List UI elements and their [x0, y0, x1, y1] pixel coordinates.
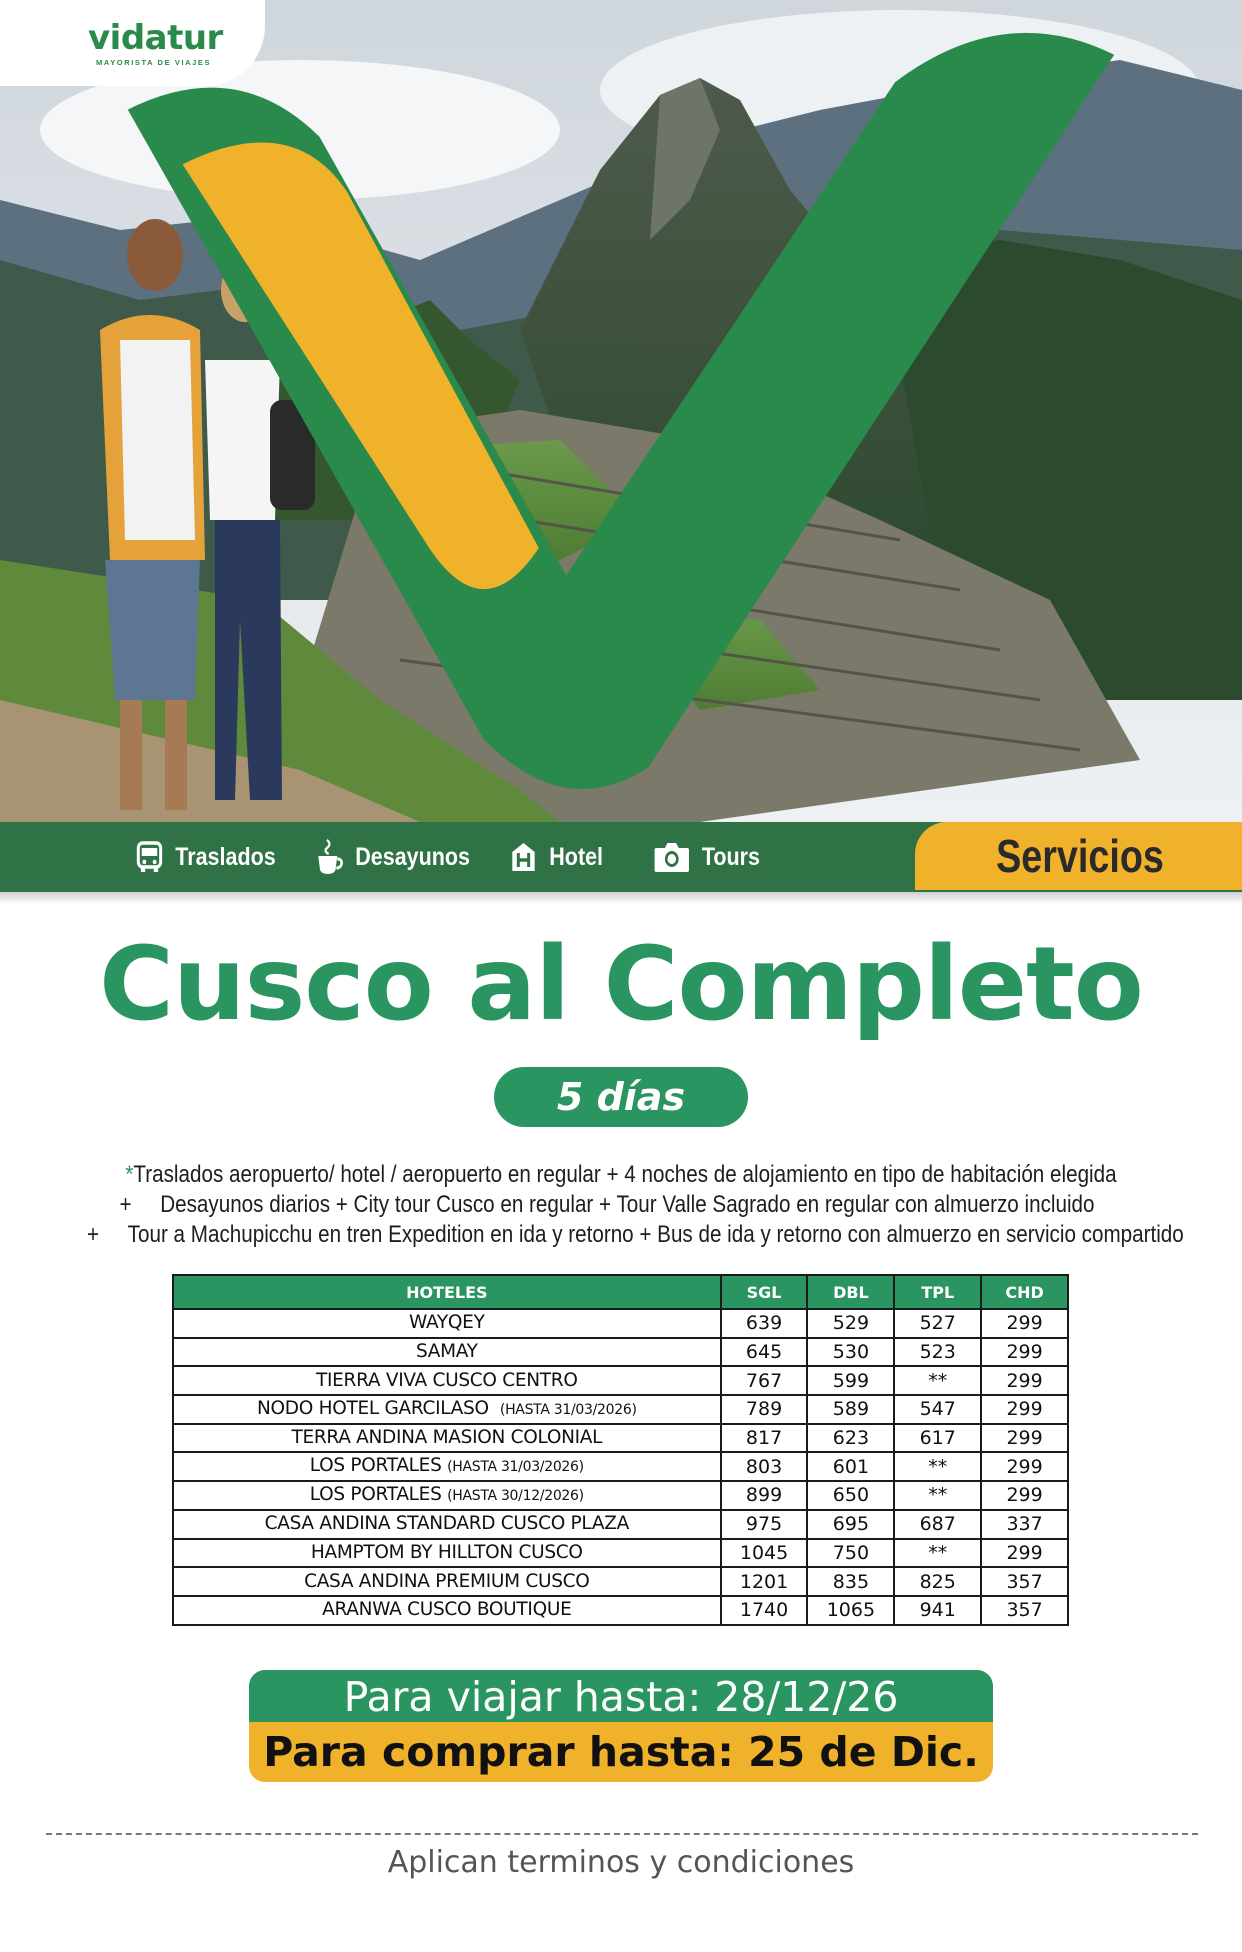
sgl-cell: 645 [721, 1338, 808, 1367]
tpl-cell: ** [894, 1481, 981, 1510]
description-text: Desayunos diarios + City tour Cusco en regular + Tour Valle Sagrado en regular con almuerzo incluido [160, 1191, 1095, 1218]
chd-cell: 299 [981, 1539, 1068, 1568]
table-row [173, 1309, 1068, 1338]
hotel-name-cell [173, 1481, 721, 1510]
chd-cell: 357 [981, 1567, 1068, 1596]
hotel-name: ARANWA CUSCO BOUTIQUE [322, 1599, 572, 1621]
sgl-cell: 789 [721, 1395, 808, 1424]
table-row [173, 1481, 1068, 1510]
chd-cell: 299 [981, 1366, 1068, 1395]
dbl-cell: 750 [807, 1539, 894, 1568]
bus-icon [134, 839, 165, 875]
tpl-cell: 527 [894, 1309, 981, 1338]
dbl-cell: 623 [807, 1424, 894, 1453]
brand-logo[interactable] [0, 0, 265, 86]
hotel-name: CASA ANDINA STANDARD CUSCO PLAZA [264, 1513, 629, 1535]
hotel-name-cell [173, 1309, 721, 1338]
dbl-cell: 589 [807, 1395, 894, 1424]
hotel-note: (HASTA 30/12/2026) [447, 1487, 584, 1504]
tpl-cell: 941 [894, 1596, 981, 1625]
service-label: Tours [701, 842, 761, 871]
tpl-cell: 687 [894, 1510, 981, 1539]
hotel-name-cell [173, 1539, 721, 1568]
dbl-cell: 695 [807, 1510, 894, 1539]
sgl-cell: 1045 [721, 1539, 808, 1568]
tpl-cell: 547 [894, 1395, 981, 1424]
sgl-cell: 639 [721, 1309, 808, 1338]
header-hoteles: HOTELES [173, 1275, 721, 1309]
hotel-name: TERRA ANDINA MASION COLONIAL [291, 1427, 603, 1449]
chd-cell: 299 [981, 1395, 1068, 1424]
header-tpl: TPL [894, 1275, 981, 1309]
dbl-cell: 835 [807, 1567, 894, 1596]
camera-icon [652, 839, 692, 875]
brand-name: vidatur [88, 18, 223, 58]
description-text: Traslados aeropuerto/ hotel / aeropuerto en regular + 4 noches de alojamiento en tipo de habitación elegida [133, 1161, 1117, 1188]
duration-badge: 5 días [494, 1067, 748, 1127]
description-bullet: + [86, 1221, 99, 1248]
hotel-name: SAMAY [415, 1341, 478, 1363]
dbl-cell: 1065 [807, 1596, 894, 1625]
package-title: Cusco al Completo [99, 925, 1143, 1044]
dashed-divider [46, 1833, 1198, 1835]
services-tag [915, 822, 1242, 890]
description-text: Tour a Machupicchu en tren Expedition en ida y retorno + Bus de ida y retorno con almuerzo en servicio compartido [127, 1221, 1184, 1248]
hotel-name-cell [173, 1452, 721, 1481]
table-row [173, 1567, 1068, 1596]
tpl-cell: 825 [894, 1567, 981, 1596]
sgl-cell: 899 [721, 1481, 808, 1510]
dbl-cell: 601 [807, 1452, 894, 1481]
table-header-row [173, 1275, 1068, 1309]
table-row [173, 1366, 1068, 1395]
service-label: Desayunos [355, 842, 470, 871]
sgl-cell: 767 [721, 1366, 808, 1395]
header-chd: CHD [981, 1275, 1068, 1309]
description-line-2 [73, 1191, 1141, 1219]
chd-cell: 299 [981, 1309, 1068, 1338]
description-bullet: + [119, 1191, 132, 1218]
description-line-1 [87, 1161, 1155, 1189]
chd-cell: 299 [981, 1424, 1068, 1453]
header-sgl: SGL [721, 1275, 808, 1309]
dbl-cell: 650 [807, 1481, 894, 1510]
sgl-cell: 803 [721, 1452, 808, 1481]
table-row [173, 1338, 1068, 1367]
chd-cell: 357 [981, 1596, 1068, 1625]
hotel-name-cell [173, 1424, 721, 1453]
tpl-cell: 523 [894, 1338, 981, 1367]
chd-cell: 299 [981, 1481, 1068, 1510]
service-traslados [134, 822, 276, 892]
vidatur-v-logo-icon [0, 0, 1242, 822]
sgl-cell: 1740 [721, 1596, 808, 1625]
hotel-name: NODO HOTEL GARCILASO [257, 1397, 489, 1419]
travel-until: Para viajar hasta: 28/12/26 [249, 1670, 993, 1722]
service-desayunos [314, 822, 470, 892]
hero-photo-machu-picchu [0, 0, 1242, 822]
hotel-name-cell [173, 1567, 721, 1596]
dbl-cell: 599 [807, 1366, 894, 1395]
sgl-cell: 817 [721, 1424, 808, 1453]
dbl-cell: 529 [807, 1309, 894, 1338]
hotel-name: HAMPTOM BY HILLTON CUSCO [310, 1541, 583, 1563]
terms-note: Aplican terminos y condiciones [387, 1845, 855, 1880]
services-tag-label: Servicios [996, 830, 1164, 882]
buy-until: Para comprar hasta: 25 de Dic. [249, 1722, 993, 1782]
coffee-cup-icon [314, 839, 345, 875]
table-row [173, 1395, 1068, 1424]
hotel-icon [508, 839, 539, 875]
chd-cell: 337 [981, 1510, 1068, 1539]
services-bar-shadow [0, 892, 1242, 904]
hotel-name: TIERRA VIVA CUSCO CENTRO [316, 1369, 578, 1391]
description-bullet: * [125, 1161, 134, 1188]
tpl-cell: ** [894, 1539, 981, 1568]
chd-cell: 299 [981, 1452, 1068, 1481]
tpl-cell: 617 [894, 1424, 981, 1453]
service-label: Traslados [175, 842, 276, 871]
hotel-note: (HASTA 31/03/2026) [447, 1459, 584, 1476]
sgl-cell: 1201 [721, 1567, 808, 1596]
service-label: Hotel [549, 842, 604, 871]
chd-cell: 299 [981, 1338, 1068, 1367]
service-tours [652, 822, 760, 892]
hotel-name: CASA ANDINA PREMIUM CUSCO [304, 1570, 590, 1592]
table-row [173, 1539, 1068, 1568]
sgl-cell: 975 [721, 1510, 808, 1539]
hotel-name-cell [173, 1510, 721, 1539]
table-row [173, 1510, 1068, 1539]
hotel-name: LOS PORTALES [309, 1483, 442, 1505]
validity-dates [249, 1670, 993, 1782]
description-line-3 [86, 1221, 1184, 1249]
table-row [173, 1424, 1068, 1453]
hotel-name-cell [173, 1338, 721, 1367]
tpl-cell: ** [894, 1452, 981, 1481]
hotel-note: (HASTA 31/03/2026) [499, 1401, 637, 1418]
hotel-name-cell [173, 1395, 721, 1424]
hotel-name-cell [173, 1596, 721, 1625]
tpl-cell: ** [894, 1366, 981, 1395]
service-hotel [508, 822, 603, 892]
dbl-cell: 530 [807, 1338, 894, 1367]
table-row [173, 1596, 1068, 1625]
hotel-price-table [172, 1274, 1069, 1626]
hotel-name: WAYQEY [409, 1312, 485, 1334]
table-row [173, 1452, 1068, 1481]
hotel-name-cell [173, 1366, 721, 1395]
header-dbl: DBL [807, 1275, 894, 1309]
hotel-name: LOS PORTALES [309, 1455, 442, 1477]
brand-tagline: MAYORISTA DE VIAJES [96, 58, 212, 67]
